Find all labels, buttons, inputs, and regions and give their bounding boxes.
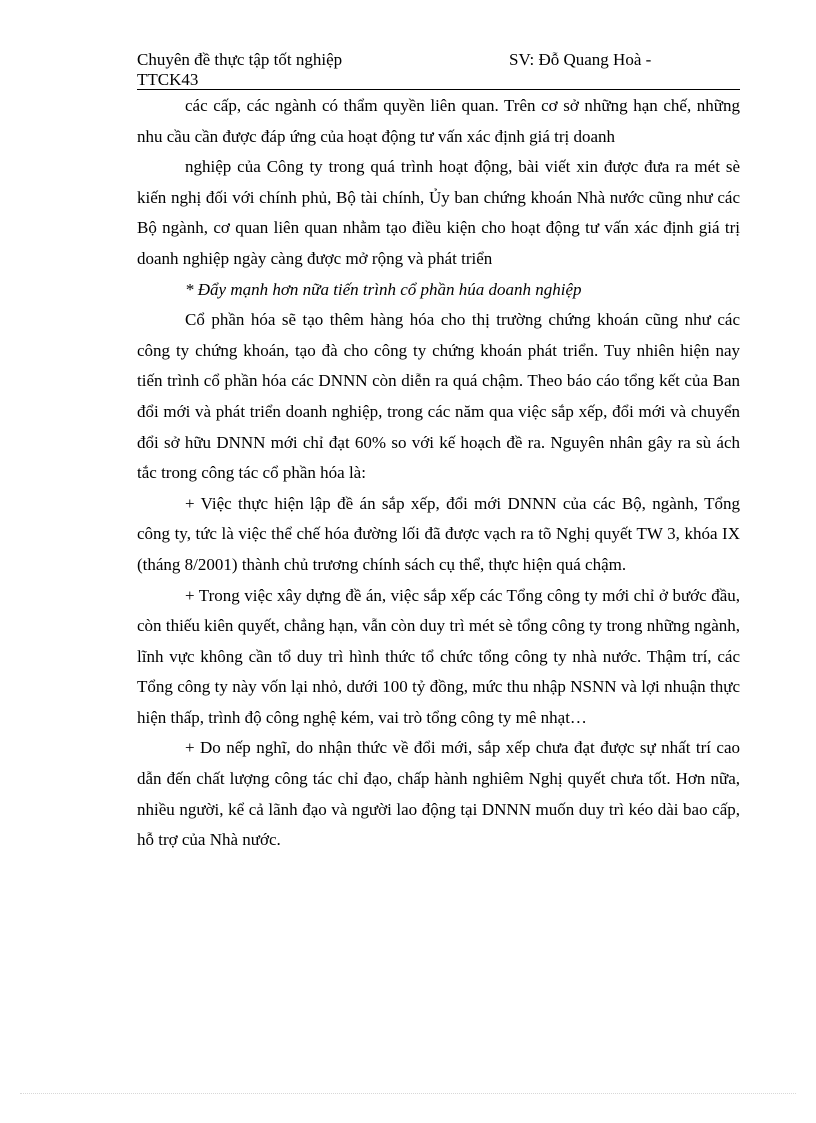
header-report-title: Chuyên đề thực tập tốt nghiệp [137, 50, 343, 69]
page-header [137, 50, 740, 90]
header-left [137, 50, 437, 90]
paragraph-bullet-3: + Do nếp nghĩ, do nhận thức về đổi mới, sắp xếp chưa đạt được sự nhất trí cao dẫn đến chất lượng công tác chỉ đạo, chấp hành nghiêm Nghị quyết chưa tốt. Hơn nữa, nhiều người, kể cả lãnh đạo và người lao động tại DNNN muốn duy trì kéo dài bao cấp, hỗ trợ của Nhà nước. [137, 738, 740, 850]
paragraph-recommendations: nghiệp của Công ty trong quá trình hoạt động, bài viết xin được đưa ra mét sè kiến nghị đối với chính phủ, Bộ tài chính, Ủy ban chứng khoán Nhà nước cũng như các Bộ ngành, cơ quan liên quan nhằm tạo điều kiện cho hoạt động tư vấn xác định giá trị doanh nghiệp ngày càng được mở rộng và phát triển [137, 157, 740, 268]
header-divider [137, 89, 740, 90]
header-class-code: TTCK43 [137, 70, 199, 89]
paragraph-equitization: Cổ phần hóa sẽ tạo thêm hàng hóa cho thị trường chứng khoán cũng như các công ty chứng khoán, tạo đà cho công ty chứng khoán phát triển. Tuy nhiên hiện nay tiến trình cổ phần hóa các DNNN còn diễn ra quá chậm. Theo báo cáo tổng kết của Ban đổi mới và phát triển doanh nghiệp, trong các năm qua việc sắp xếp, đổi mới và chuyển đổi sở hữu DNNN mới chỉ đạt 60% so với kế hoạch đề ra. Nguyên nhân gây ra sù ách tắc trong công tác cổ phần hóa là: [137, 310, 740, 483]
section-heading: * Đẩy mạnh hơn nữa tiến trình cổ phần húa doanh nghiệp [185, 279, 582, 299]
page-bottom-border [20, 1093, 796, 1094]
document-body [137, 91, 740, 856]
paragraph-bullet-2: + Trong việc xây dựng đề án, việc sắp xếp các Tổng công ty mới chỉ ở bước đầu, còn thiếu kiên quyết, chẳng hạn, vẫn còn duy trì mét sè tổng công ty trong những ngành, lĩnh vực không cần tổ duy trì hình thức tổ chức tổng công ty nhà nước. Thậm trí, các Tổng công ty này vốn lại nhỏ, dưới 100 tỷ đồng, mức thu nhập NSNN và lợi nhuận thực hiện thấp, trình độ công nghệ kém, vai trò tổng công ty mê nhạt… [137, 585, 740, 727]
header-student-name: SV: Đỗ Quang Hoà - [509, 50, 652, 69]
paragraph-bullet-1: + Việc thực hiện lập đề án sắp xếp, đổi mới DNNN của các Bộ, ngành, Tổng công ty, tức là việc thể chế hóa đường lối đã được vạch ra tõ Nghị quyết TW 3, khóa IX (tháng 8/2001) thành chủ trương chính sách cụ thể, thực hiện quá chậm. [137, 493, 740, 574]
paragraph-continuation: các cấp, các ngành có thẩm quyền liên quan. Trên cơ sở những hạn chế, những nhu cầu cần được đáp ứng của hoạt động tư vấn xác định giá trị doanh [137, 96, 740, 146]
